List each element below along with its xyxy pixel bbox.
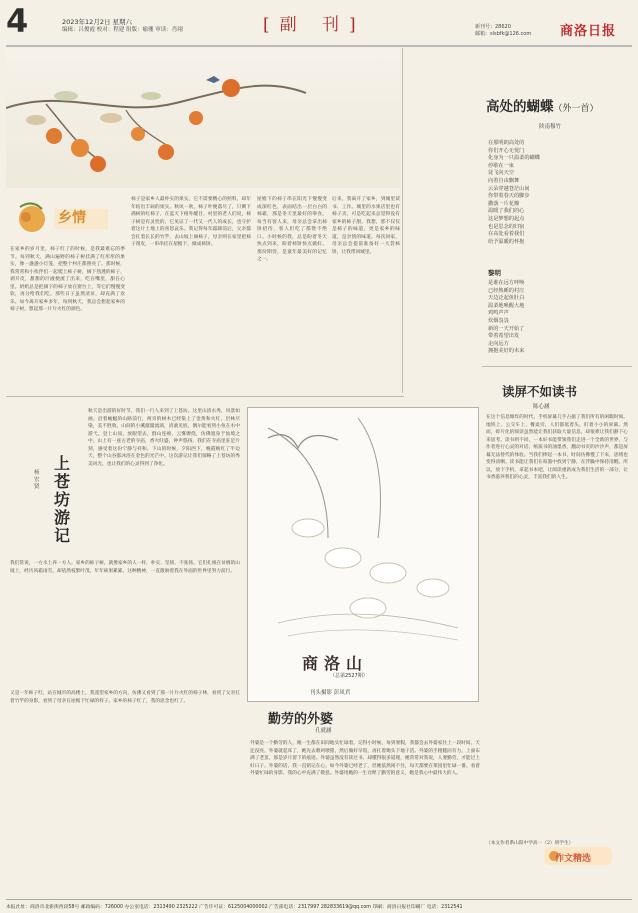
labor-article-body: 外婆是一个勤劳的人，她一生都在田间地头忙碌着。记得小时候，每到暑假，我都会去外婆家住上一段时间。天还没亮，外婆就起床了，她先去喂鸡喂猪，然后做好早饭，再扛着锄头下地干活。外婆的手粗糙而有力，上面布满了老茧，那是岁月留下的痕迹。外婆虽然没有读过书，却懂得很多道理，她常常对我说，人要勤劳，才能过上好日子。外婆的话，我一直铭记在心。如今外婆已经老了，但她依然闲不住，每天都要在菜园里忙碌一番。看着外婆忙碌的身影，我的心中充满了敬意。外婆用她的一生诠释了勤劳的意义，她是我心中最伟大的人。 [250,741,480,776]
poem-line: 停歇在一束 [488,162,514,169]
poem-line: 拥抱美好的未来 [488,348,525,355]
read-article-author: 陈心涵 [533,404,550,410]
masthead [0,0,638,46]
header-meta [62,18,183,34]
poem-line: 你带着春天的脚步 [488,193,530,200]
labor-article-title: 勤劳的外婆 [268,712,334,727]
article-paragraph: 在家乡的岁月里，柿子红了的时候，是我最难忘的季节。每到秋天，满山遍野的柿子树挂满了红彤彤的果实，像一盏盏小灯笼，把整个村庄都照亮了。那时候，我常常和小伙伴们一起爬上柿子树，摘下熟透的柿子，剥开皮，甜甜的汁液便流了出来，吃在嘴里，甜在心里。奶奶总是把摘下的柿子放在窗台上，等它们慢慢变软，再分给我们吃。那些日子虽然清贫，却充满了欢乐。如今离开家乡多年，每到秋天，我总会想起家乡的柿子树，想起那一片片火红的颜色。 [10,247,125,312]
poem-line: 天边泛起鱼肚白 [488,295,525,302]
issue-info [475,24,531,38]
labor-article-note: （本文作者系山阳中学高一（2）班学生） [486,841,574,846]
painting-credit: 刊头摄影 彭凤君 [310,690,351,696]
section-title: [副 刊] [263,15,366,35]
issue-date: 2023年12月2日 星期六 [62,18,133,26]
issue-line: 邮箱：slsbfk@126.com [475,31,532,37]
row-divider [6,396,404,397]
article-paragraph: 后来，我离开了家乡，到城里读书、工作。城里的水果店里也有柿子卖，可是吃起来总觉得没有家乡的柿子甜。我想，那不仅仅是柿子的味道，更是家乡的味道，是亲情的味道。每次回家，母亲总会提前准备好一大袋柿饼，让我带回城里。 [332,197,400,255]
badge-label: 乡情 [58,210,86,226]
poem-line: 温柔地唤醒大地 [488,302,525,309]
poem-line: 你们开心无忧门 [488,147,525,154]
poem-line: 向着自由飘舞 [488,177,520,184]
staff-line: 编辑：吕俊霞 校对：程建 组版：喻珊 审读：肖翊 [62,27,183,33]
poem-line: 这是梦想的起点 [488,215,525,222]
read-article-body: 在这个信息爆炸的时代，手机屏幕几乎占据了我们所有的闲暇时间。地铁上、公交车上、餐桌旁，人们都低着头，盯着小小的屏幕。然而，碎片化的阅读虽然能让我们获取大量信息，却很难让我们静下心来思考。读书则不同，一本好书能带领我们走进一个全新的世界，与作者进行心灵的对话。纸质书的油墨香，翻动书页的沙沙声，都是屏幕无法替代的体验。当我们捧起一本书，时间仿佛慢了下来，思绪也变得清晰。读书能让我们在喧嚣中找到宁静，在浮躁中保持清醒。所以，放下手机，拿起书本吧，让阅读重新成为我们生活的一部分，让书香滋养我们的心灵，丰富我们的人生。 [486,415,628,480]
poem-line: 走向远方 [488,340,509,347]
composition-badge-label: 作文精选 [555,854,592,864]
travel-article-author: 杨宏贤 [34,470,40,490]
travel-article-title: 上苍坊游记 [53,454,70,545]
labor-article-author: 孔就涵 [315,728,332,734]
read-article-title: 读屏不如读书 [502,384,578,399]
poem-title-text: 高处的蝴蝶 [486,99,554,115]
issue-line: 新刊号：28620 [475,24,511,30]
header-divider [6,45,632,47]
poem-line: 炊烟袅袅 [488,317,509,324]
poem-line: 也是思念的归宿 [488,223,525,230]
row-divider [482,366,632,367]
poem-line: 已经熟睡的村庄 [488,287,525,294]
poem-line: 化身为一只温柔的蝴蝶 [488,155,540,162]
poem-line: 给予温暖的怀抱 [488,238,525,245]
poem-line: 在高处看着我们 [488,231,525,238]
painting-title: 商洛山 [302,654,369,673]
poem-author: 陕南穆竹 [539,124,562,130]
poem-line: 徒飞向天空 [488,170,514,177]
poem-line: 在那明朗高处的 [488,140,525,146]
poem-title [486,95,599,115]
poem-line: 是谁在远方呼唤 [488,280,525,286]
poem-line: 撒落一片花瓣 [488,200,520,207]
footer: 本报社址：商洛市北新街西段58号 邮政编码：726000 办公室电话：2313490 2325222 广告许可证：6125004000002 广告部电话：2317997 282833619@qq.com 印刷：商洛日报社印刷厂 电话：2312541 [6,899,632,911]
article-paragraph: 柿子是家乡人最朴实的果实，它不需要精心的照料，却年年结出丰硕的果实。秋风一吹，柿子叶便落尽了，只剩下满树的红柿子，在蓝天下格外醒目。村里的老人们说，柿子树是有灵性的，它见证了一代又一代人的成长，也守护着这片土地上的喜怒哀乐。我记得每年霜降前后，父亲都会扛着长长的竹竿，去山坡上摘柿子，母亲则在家里把柿子削皮，一串串挂在屋檐下，做成柿饼。 [131,197,251,247]
poem-title-suffix: （外一首） [553,104,599,114]
travel-article-body: 秋天是出游的好时节，我们一行人来到了上苍坊。这里山清水秀，风景如画。沿着蜿蜒的山路前行，两旁的树木已经染上了金黄和火红，层林尽染，美不胜收。山间的小溪潺潺流淌，清澈见底，偶尔能看到小鱼在水中游弋。登上山顶，放眼望去，群山连绵，云雾缭绕，仿佛置身于仙境之中。山上有一座古老的寺庙，香火旺盛，钟声悠扬。我们在寺庙里驻足片刻，感受着这份宁静与祥和。下山的时候，夕阳西下，晚霞映红了半边天，整个山谷都沐浴在金色的光芒中。这次游记让我们领略了上苍坊的秀美风光，也让我们的心灵得到了净化。 [88,409,240,467]
poem-line: 带着希望出发 [488,333,520,340]
persimmon-branch-illustration [6,48,400,188]
poem2-title: 黎明 [488,269,501,277]
hero-banner [6,48,400,188]
newspaper-logo: 商洛日报 [560,24,617,39]
poem-line: 鸡鸣声声 [488,310,509,317]
poem-body [488,140,540,246]
poem2-body [488,280,524,356]
article-paragraph: 我们常说，一方水土养一方人。家乡的柿子树，就像家乡的人一样，朴实、坚韧、不张扬。它们扎根在贫瘠的山坡上，经历风霜雨雪，却依然枝繁叶茂，年年硕果累累。这种精神，一直激励着我在外面的世界里努力前行。 [10,561,240,574]
painting-issue: （总第2527期） [330,673,368,679]
poem-line: 温暖了我们的心 [488,208,525,215]
column-divider [402,48,403,393]
page-number: 4 [6,2,29,40]
poem-line: 新的一天开始了 [488,325,525,332]
article-paragraph: 屋檐下的柿子串在阳光下慢慢变成深红色，表面结出一层白白的柿霜，那是冬天里最好的零食。每当有客人来，母亲总会拿出柿饼招待，客人们吃了都赞不绝口。小时候的我，总是盼着冬天快点到来，盼着柿饼快点做好。那份期待，是童年最美好的记忆之一。 [257,197,327,262]
poem-line: 云朵穿越苍茫山间 [488,185,530,192]
article-paragraph: 又是一年柿子红，站在城市的高楼上，我遥望家乡的方向，仿佛又看到了那一片片火红的柿子林，看到了父亲扛着竹竿的身影，看到了母亲在屋檐下忙碌的样子。家乡的柿子红了，我的思念也红了。 [10,691,240,704]
